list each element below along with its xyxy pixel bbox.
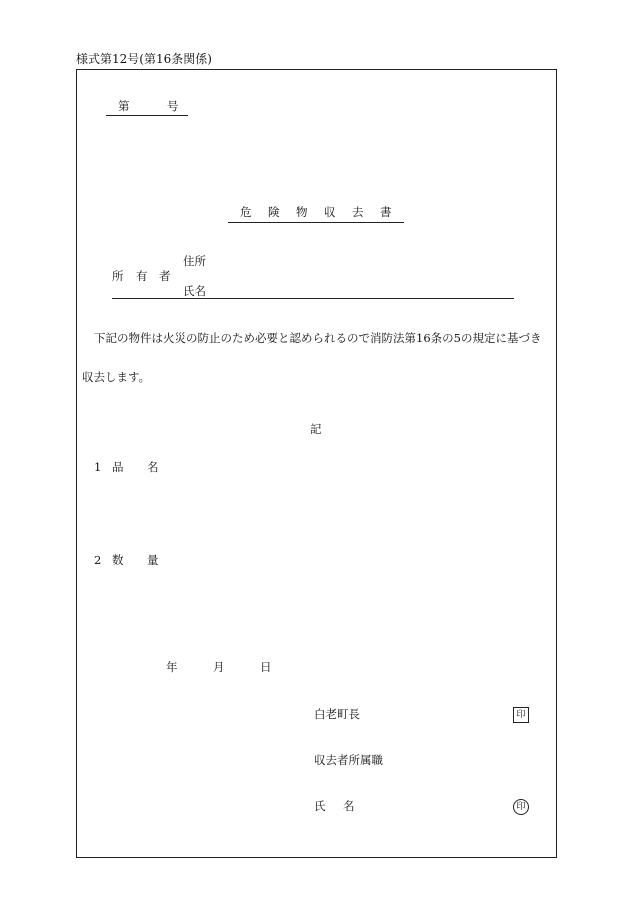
item-number: 2 <box>94 553 102 567</box>
signer-name-char: 名 <box>343 799 355 813</box>
owner-label-char: 所 <box>112 269 124 283</box>
item-label-char: 品 <box>112 460 124 474</box>
title-char: 書 <box>380 205 392 219</box>
date-month: 月 <box>213 660 225 674</box>
owner-underline <box>112 298 514 299</box>
ki-heading: 記 <box>310 422 322 436</box>
signer-name-char: 氏 <box>314 799 326 813</box>
title-char: 危 <box>240 205 252 219</box>
number-go: 号 <box>167 99 179 113</box>
seal-round-icon: 印 <box>513 799 529 815</box>
title-char: 収 <box>324 205 336 219</box>
date-year: 年 <box>166 660 178 674</box>
item-label-char: 数 <box>112 553 124 567</box>
owner-label-char: 有 <box>136 269 148 283</box>
form-label: 様式第12号(第16条関係) <box>76 52 212 66</box>
item-label-char: 量 <box>147 553 159 567</box>
seal-square-icon: 印 <box>513 707 529 723</box>
document-title <box>228 207 404 223</box>
address-label: 住所 <box>183 254 206 268</box>
date-day: 日 <box>260 660 272 674</box>
title-char: 去 <box>352 205 364 219</box>
item-number: 1 <box>94 460 102 474</box>
affiliation-label: 収去者所属職 <box>314 753 383 767</box>
name-label: 氏名 <box>183 284 206 298</box>
number-dai: 第 <box>118 99 130 113</box>
title-char: 物 <box>296 205 308 219</box>
mayor-label: 白老町長 <box>314 707 360 721</box>
title-char: 険 <box>268 205 280 219</box>
item-label-char: 名 <box>147 460 159 474</box>
number-field <box>106 101 188 116</box>
owner-label-char: 者 <box>159 269 171 283</box>
body-text-line2: 収去します。 <box>82 370 151 384</box>
body-text-line1: 下記の物件は火災の防止のため必要と認められるので消防法第16条の5の規定に基づき <box>94 331 542 345</box>
